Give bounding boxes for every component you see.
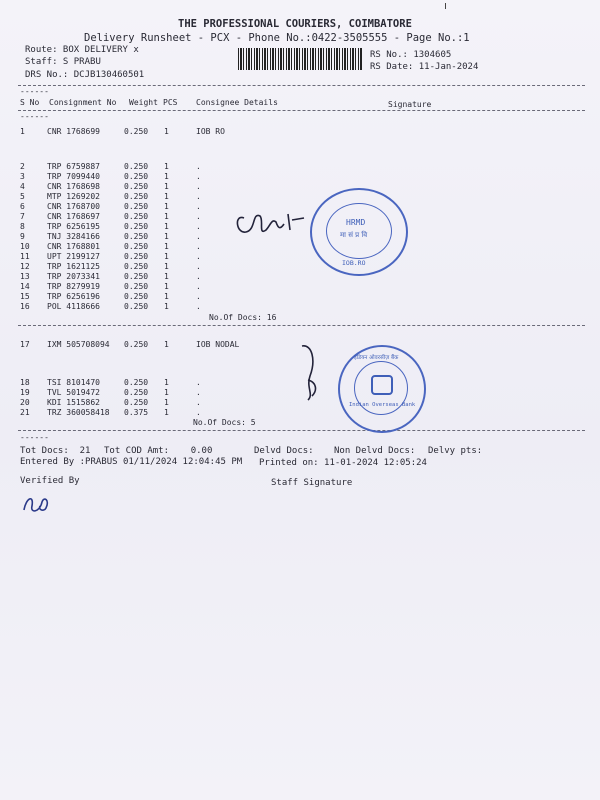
cell-sno: 9 [20,232,25,241]
short-dash: ------ [20,433,49,442]
col-signature: Signature [388,100,432,109]
cell-details: . [196,282,201,291]
cell-sno: 11 [20,252,30,261]
staff-label: Staff: S PRABU [25,57,101,67]
cell-cons: MTP 1269202 [47,192,100,201]
delivery-points: Delvy pts: [428,446,483,456]
cell-details: . [196,182,201,191]
cell-pcs: 1 [164,192,169,201]
cell-sno: 12 [20,262,30,271]
cell-pcs: 1 [164,212,169,221]
cell-sno: 5 [20,192,25,201]
cell-cons: POL 4118666 [47,302,100,311]
cell-details: . [196,408,201,417]
cell-cons: UPT 2199127 [47,252,100,261]
cell-pcs: 1 [164,302,169,311]
cell-cons: TRP 6759887 [47,162,100,171]
cell-details: . [196,202,201,211]
cell-cons: CNR 1768700 [47,202,100,211]
cell-cons: KDI 1515862 [47,398,100,407]
runsheet-subtitle: Delivery Runsheet - PCX - Phone No.:0422-3505555 - Page No.:1 [84,32,470,44]
cell-cons: TNJ 3284166 [47,232,100,241]
cell-cons: TRP 1621125 [47,262,100,271]
cell-wt: 0.250 [124,388,149,397]
receiver-signature-1 [232,200,312,250]
cell-pcs: 1 [164,340,169,349]
barcode [238,48,362,70]
cell-pcs: 1 [164,127,169,136]
cell-wt: 0.250 [124,242,149,251]
cell-details: IOB RO [196,127,225,136]
cell-sno: 3 [20,172,25,181]
total-cod-amount: Tot COD Amt: 0.00 [104,446,213,456]
staff-signature-label: Staff Signature [271,478,353,488]
cell-pcs: 1 [164,282,169,291]
stamp-text: इंडियन ओवरसीज़ बैंक [354,355,399,361]
cell-details: IOB NODAL [196,340,240,349]
cell-sno: 4 [20,182,25,191]
route-label: Route: BOX DELIVERY x [25,45,139,55]
short-dash: ------ [20,87,49,96]
cell-cons: CNR 1768697 [47,212,100,221]
cell-pcs: 1 [164,172,169,181]
cell-details: . [196,232,201,241]
delivered-docs: Delvd Docs: [254,446,314,456]
cell-wt: 0.250 [124,292,149,301]
cell-details: . [196,212,201,221]
stamp-text: HRMD [346,218,366,227]
cell-cons: TRP 7099440 [47,172,100,181]
cell-sno: 16 [20,302,30,311]
stamp-text: Indian Overseas Bank [349,402,416,408]
cell-wt: 0.250 [124,232,149,241]
col-consignment: Consignment No [49,98,117,107]
divider [18,110,585,111]
cell-details: . [196,388,201,397]
cell-sno: 19 [20,388,30,397]
cell-cons: CNR 1768698 [47,182,100,191]
cell-wt: 0.250 [124,378,149,387]
cell-details: . [196,242,201,251]
cell-cons: TRP 8279919 [47,282,100,291]
cell-cons: CNR 1768699 [47,127,100,136]
cell-wt: 0.250 [124,282,149,291]
cell-pcs: 1 [164,378,169,387]
cell-sno: 14 [20,282,30,291]
cell-details: . [196,262,201,271]
cell-pcs: 1 [164,222,169,231]
cell-cons: TVL 5019472 [47,388,100,397]
cell-wt: 0.250 [124,212,149,221]
cell-wt: 0.250 [124,222,149,231]
verified-by-label: Verified By [20,476,80,486]
stamp-text: IOB.RO [342,259,366,267]
col-consignee: Consignee Details [196,98,278,107]
short-dash: ------ [20,112,49,121]
cell-sno: 15 [20,292,30,301]
divider [18,325,585,326]
cell-pcs: 1 [164,252,169,261]
cell-sno: 17 [20,340,30,349]
total-docs: Tot Docs: 21 [20,446,91,456]
cell-sno: 7 [20,212,25,221]
company-name: THE PROFESSIONAL COURIERS, COIMBATORE [178,18,412,30]
group-total: No.Of Docs: 5 [193,418,256,427]
cell-pcs: 1 [164,388,169,397]
printed-on: Printed on: 11-01-2024 12:05:24 [259,458,427,468]
col-weight: Weight [129,98,158,107]
receiver-signature-2 [294,340,334,410]
cell-pcs: 1 [164,202,169,211]
cell-cons: TRP 2073341 [47,272,100,281]
cell-details: . [196,302,201,311]
col-pcs: PCS [163,98,178,107]
cell-cons: IXM 505708094 [47,340,110,349]
cell-wt: 0.375 [124,408,149,417]
cell-sno: 18 [20,378,30,387]
cell-wt: 0.250 [124,262,149,271]
cell-pcs: 1 [164,182,169,191]
verifier-signature [20,488,56,518]
cell-wt: 0.250 [124,272,149,281]
cell-wt: 0.250 [124,252,149,261]
cell-wt: 0.250 [124,127,149,136]
cell-sno: 10 [20,242,30,251]
cell-details: . [196,292,201,301]
cell-details: . [196,162,201,171]
drs-number: DRS No.: DCJB130460501 [25,70,145,80]
cell-sno: 8 [20,222,25,231]
col-sno: S No [20,98,40,107]
cell-details: . [196,222,201,231]
bank-stamp [338,345,426,433]
cell-cons: TRP 6256196 [47,292,100,301]
pen-mark [445,3,446,9]
cell-details: . [196,272,201,281]
entered-by: Entered By :PRABUS 01/11/2024 12:04:45 PM [20,457,243,467]
cell-wt: 0.250 [124,398,149,407]
cell-cons: TRP 6256195 [47,222,100,231]
cell-cons: TSI 8101470 [47,378,100,387]
cell-pcs: 1 [164,272,169,281]
cell-sno: 2 [20,162,25,171]
hrmd-stamp [310,188,408,276]
cell-wt: 0.250 [124,302,149,311]
bank-logo-icon [371,375,393,395]
divider [18,430,585,431]
cell-sno: 6 [20,202,25,211]
stamp-text: मा सं प्र वि [340,231,368,239]
cell-sno: 21 [20,408,30,417]
cell-wt: 0.250 [124,202,149,211]
cell-sno: 20 [20,398,30,407]
cell-cons: TRZ 360058418 [47,408,110,417]
cell-details: . [196,192,201,201]
cell-details: . [196,252,201,261]
cell-details: . [196,398,201,407]
rs-date: RS Date: 11-Jan-2024 [370,62,479,72]
divider [18,85,585,86]
cell-pcs: 1 [164,398,169,407]
cell-sno: 1 [20,127,25,136]
cell-pcs: 1 [164,262,169,271]
cell-pcs: 1 [164,242,169,251]
group-total: No.Of Docs: 16 [209,313,277,322]
non-delivered-docs: Non Delvd Docs: [334,446,416,456]
cell-pcs: 1 [164,232,169,241]
cell-cons: CNR 1768801 [47,242,100,251]
cell-wt: 0.250 [124,340,149,349]
rs-number: RS No.: 1304605 [370,50,452,60]
cell-wt: 0.250 [124,162,149,171]
cell-wt: 0.250 [124,182,149,191]
cell-details: . [196,172,201,181]
cell-pcs: 1 [164,292,169,301]
cell-pcs: 1 [164,408,169,417]
cell-wt: 0.250 [124,192,149,201]
cell-details: . [196,378,201,387]
cell-pcs: 1 [164,162,169,171]
cell-wt: 0.250 [124,172,149,181]
cell-sno: 13 [20,272,30,281]
